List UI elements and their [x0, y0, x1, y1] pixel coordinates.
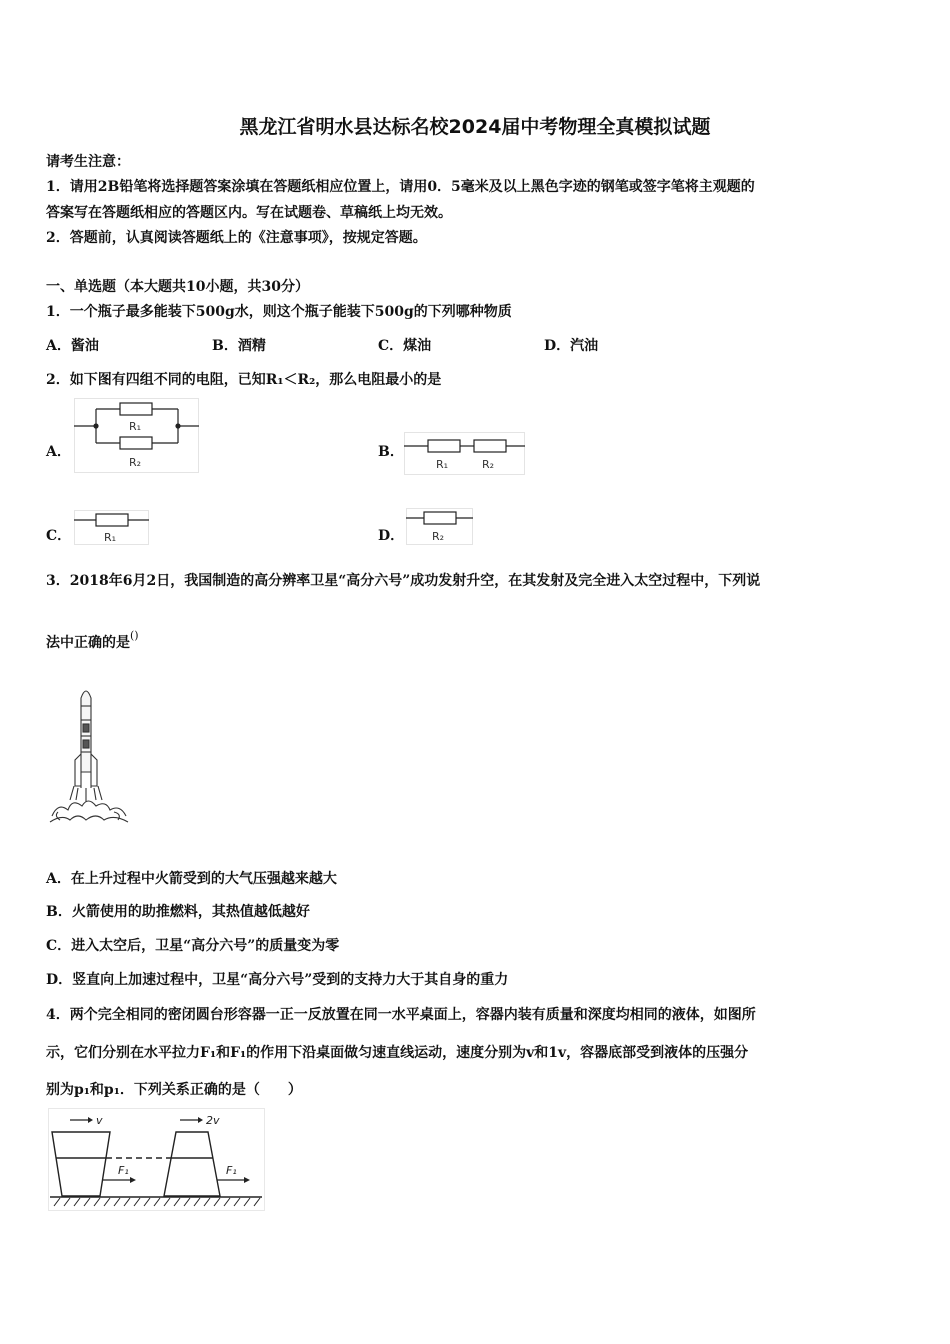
force-label-1: F₁ — [118, 1164, 129, 1177]
resistor-r2 — [120, 437, 152, 449]
single-resistor-r2-diagram — [406, 508, 474, 546]
q1-stem: 1．一个瓶子最多能装下500g水，则这个瓶子能装下500g的下列哪种物质 — [46, 304, 512, 320]
q3-stem-text: 法中正确的是 — [46, 635, 130, 651]
q3-option-a: A．在上升过程中火箭受到的大气压强越来越大 — [46, 871, 337, 887]
parallel-resistors-diagram — [74, 398, 200, 474]
q2-label-d: D． — [378, 528, 405, 544]
notice-line-1a: 1．请用2B铅笔将选择题答案涂填在答题纸相应位置上，请用0．5毫米及以上黑色字迹的钢笔或签字笔将主观题的 — [46, 179, 755, 195]
q3-option-b: B．火箭使用的助推燃料，其热值越低越好 — [46, 904, 310, 920]
rocket-illustration — [48, 684, 132, 828]
q3-option-d: D．竖直向上加速过程中，卫星“高分六号”受到的支持力大于其自身的重力 — [46, 972, 509, 988]
q3-option-c: C．进入太空后，卫星“高分六号”的质量变为零 — [46, 938, 340, 954]
q3-stem-line-1: 3．2018年6月2日，我国制造的高分辨率卫星“高分六号”成功发射升空，在其发射及完全进入太空过程中，下列说 — [46, 573, 761, 589]
velocity-label-2: 2v — [206, 1114, 220, 1127]
resistor-r2 — [424, 512, 456, 524]
q2-label-c: C． — [46, 528, 72, 544]
q1-option-a: A．酱油 — [46, 338, 99, 354]
label-r1: R₁ — [436, 458, 449, 471]
resistor-r1 — [120, 403, 152, 415]
resistor-r2 — [474, 440, 506, 452]
q1-option-c: C．煤油 — [378, 338, 432, 354]
container-upright — [52, 1132, 110, 1196]
velocity-label-1: v — [96, 1114, 103, 1127]
page-title: 黑龙江省明水县达标名校2024届中考物理全真模拟试题 — [239, 116, 711, 138]
label-r2: R₂ — [432, 530, 445, 543]
notice-line-2: 2．答题前，认真阅读答题纸上的《注意事项》，按规定答题。 — [46, 230, 427, 246]
q2-label-a: A． — [46, 444, 71, 460]
resistor-r1 — [428, 440, 460, 452]
notice-line-1b: 答案写在答题纸相应的答题区内。写在试题卷、草稿纸上均无效。 — [46, 205, 452, 221]
containers-diagram — [48, 1108, 266, 1212]
label-r2: R₂ — [482, 458, 495, 471]
q1-option-d: D．汽油 — [544, 338, 599, 354]
q4-stem-line-2: 示，它们分别在水平拉力F₁和F₁的作用下沿桌面做匀速直线运动，速度分别为v和1v，容器底部受到液体的压强分 — [46, 1045, 749, 1061]
q2-label-b: B． — [378, 444, 404, 460]
q4-stem-line-3: 别为p₁和p₁．下列关系正确的是（ ） — [46, 1082, 302, 1098]
q4-stem-line-1: 4．两个完全相同的密闭圆台形容器一正一反放置在同一水平桌面上，容器内装有质量和深度均相同的液体，如图所 — [46, 1007, 756, 1023]
q2-stem: 2．如下图有四组不同的电阻，已知R₁＜R₂，那么电阻最小的是 — [46, 372, 442, 388]
label-r1: R₁ — [129, 420, 142, 433]
force-label-2: F₁ — [226, 1164, 237, 1177]
label-r2: R₂ — [129, 456, 142, 469]
q3-answer-blank: () — [130, 629, 139, 642]
section-heading: 一、单选题（本大题共10小题，共30分） — [46, 279, 309, 295]
single-resistor-r1-diagram — [74, 510, 150, 546]
container-inverted — [164, 1132, 220, 1196]
series-resistors-diagram — [404, 432, 526, 476]
label-r1: R₁ — [104, 531, 117, 544]
q3-stem-line-2 — [46, 629, 139, 654]
notice-heading: 请考生注意： — [46, 154, 130, 170]
q1-option-b: B．酒精 — [212, 338, 266, 354]
resistor-r1 — [96, 514, 128, 526]
